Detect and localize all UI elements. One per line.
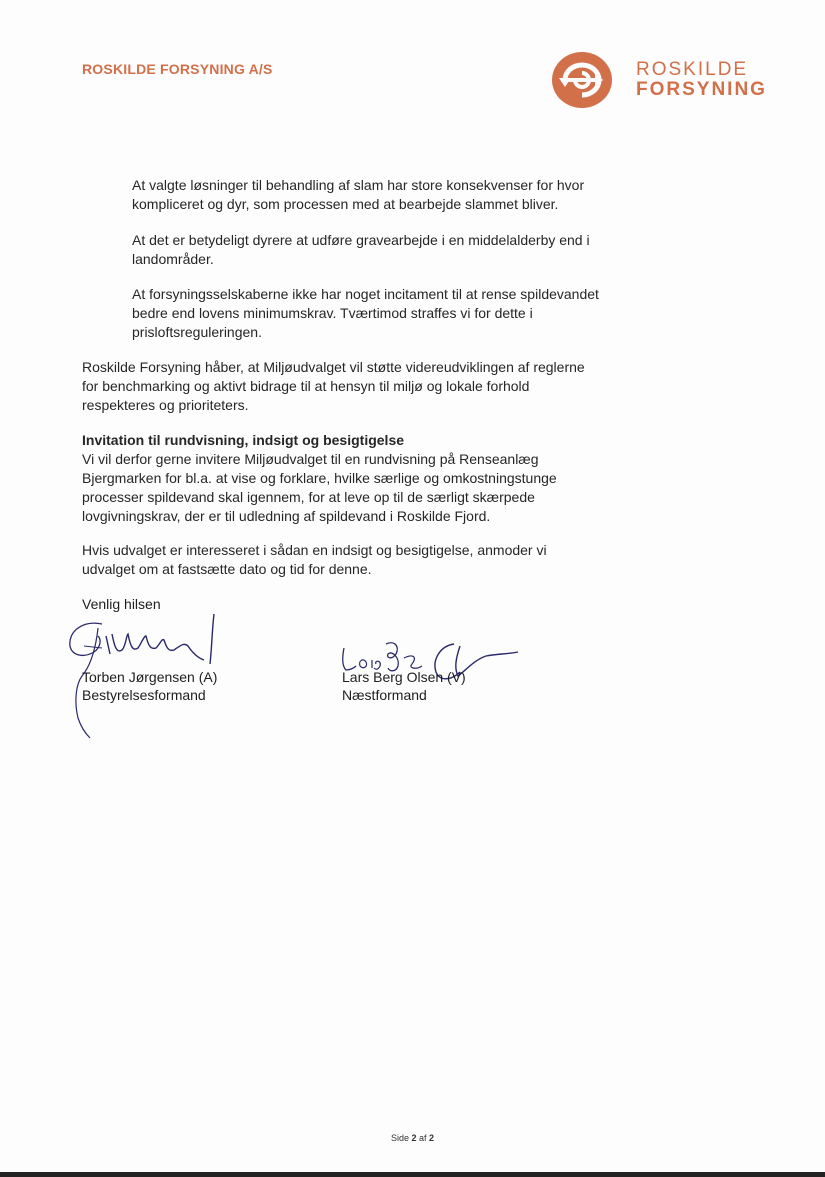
page-number-separator: af [419, 1133, 427, 1143]
invitation-heading: Invitation til rundvisning, indsigt og besigtigelse [82, 432, 405, 448]
logo-line-forsyning: FORSYNING [636, 79, 767, 100]
signatory-2-title: Næstformand [342, 687, 427, 703]
invitation-text: Vi vil derfor gerne invitere Miljøudvalget til en rundvisning på Renseanlæg Bjergmarken for bl.a. at vise og forklare, hvilke særlige og omkostningstunge processer spildevand skal igennem, for at leve op til de særligt skærpede lovgivningskrav, der er til udledning af spildevand i Roskilde Fjord. [82, 451, 557, 524]
paragraph-request: Hvis udvalget er interesseret i sådan en indsigt og besigtigelse, anmoder vi udvalget om at fastsætte dato og tid for denne. [82, 542, 547, 577]
point-gravearbejde: At det er betydeligt dyrere at udføre gravearbejde i en middelalderby end i landområder. [132, 232, 590, 267]
signatory-2-name: Lars Berg Olsen (V) [342, 669, 466, 685]
signatory-1 [82, 668, 217, 704]
point-slam: At valgte løsninger til behandling af slam har store konsekvenser for hvor kompliceret og dyr, som processen med at bearbejde slammet bliver. [132, 177, 585, 212]
page-number-prefix: Side [390, 1133, 409, 1143]
point-incitament: At forsyningsselskaberne ikke har noget incitament til at rense spildevandet bedre end lovens minimumskrav. Tværtimod straffes vi for dette i prisloftsreguleringen. [132, 286, 599, 340]
closing-greeting: Venlig hilsen [82, 596, 161, 612]
signatory-1-name: Torben Jørgensen (A) [82, 669, 218, 685]
signatory-2 [342, 668, 466, 704]
logo-wordmark [636, 60, 767, 100]
invitation-section [82, 431, 602, 526]
signatory-1-title: Bestyrelsesformand [82, 687, 206, 703]
page-number-current: 2 [411, 1133, 417, 1143]
company-name: ROSKILDE FORSYNING A/S [82, 61, 273, 77]
logo-line-roskilde: ROSKILDE [636, 59, 749, 80]
recycle-arrow-icon [551, 51, 613, 109]
scan-edge [0, 1172, 825, 1177]
company-logo [551, 51, 781, 111]
page-number [0, 1133, 825, 1143]
page-number-total: 2 [429, 1133, 435, 1143]
paragraph-benchmarking: Roskilde Forsyning håber, at Miljøudvalget vil støtte videreudviklingen af reglerne for benchmarking og aktivt bidrage til at hensyn til miljø og lokale forhold respekteres og prioriteters. [82, 359, 585, 413]
